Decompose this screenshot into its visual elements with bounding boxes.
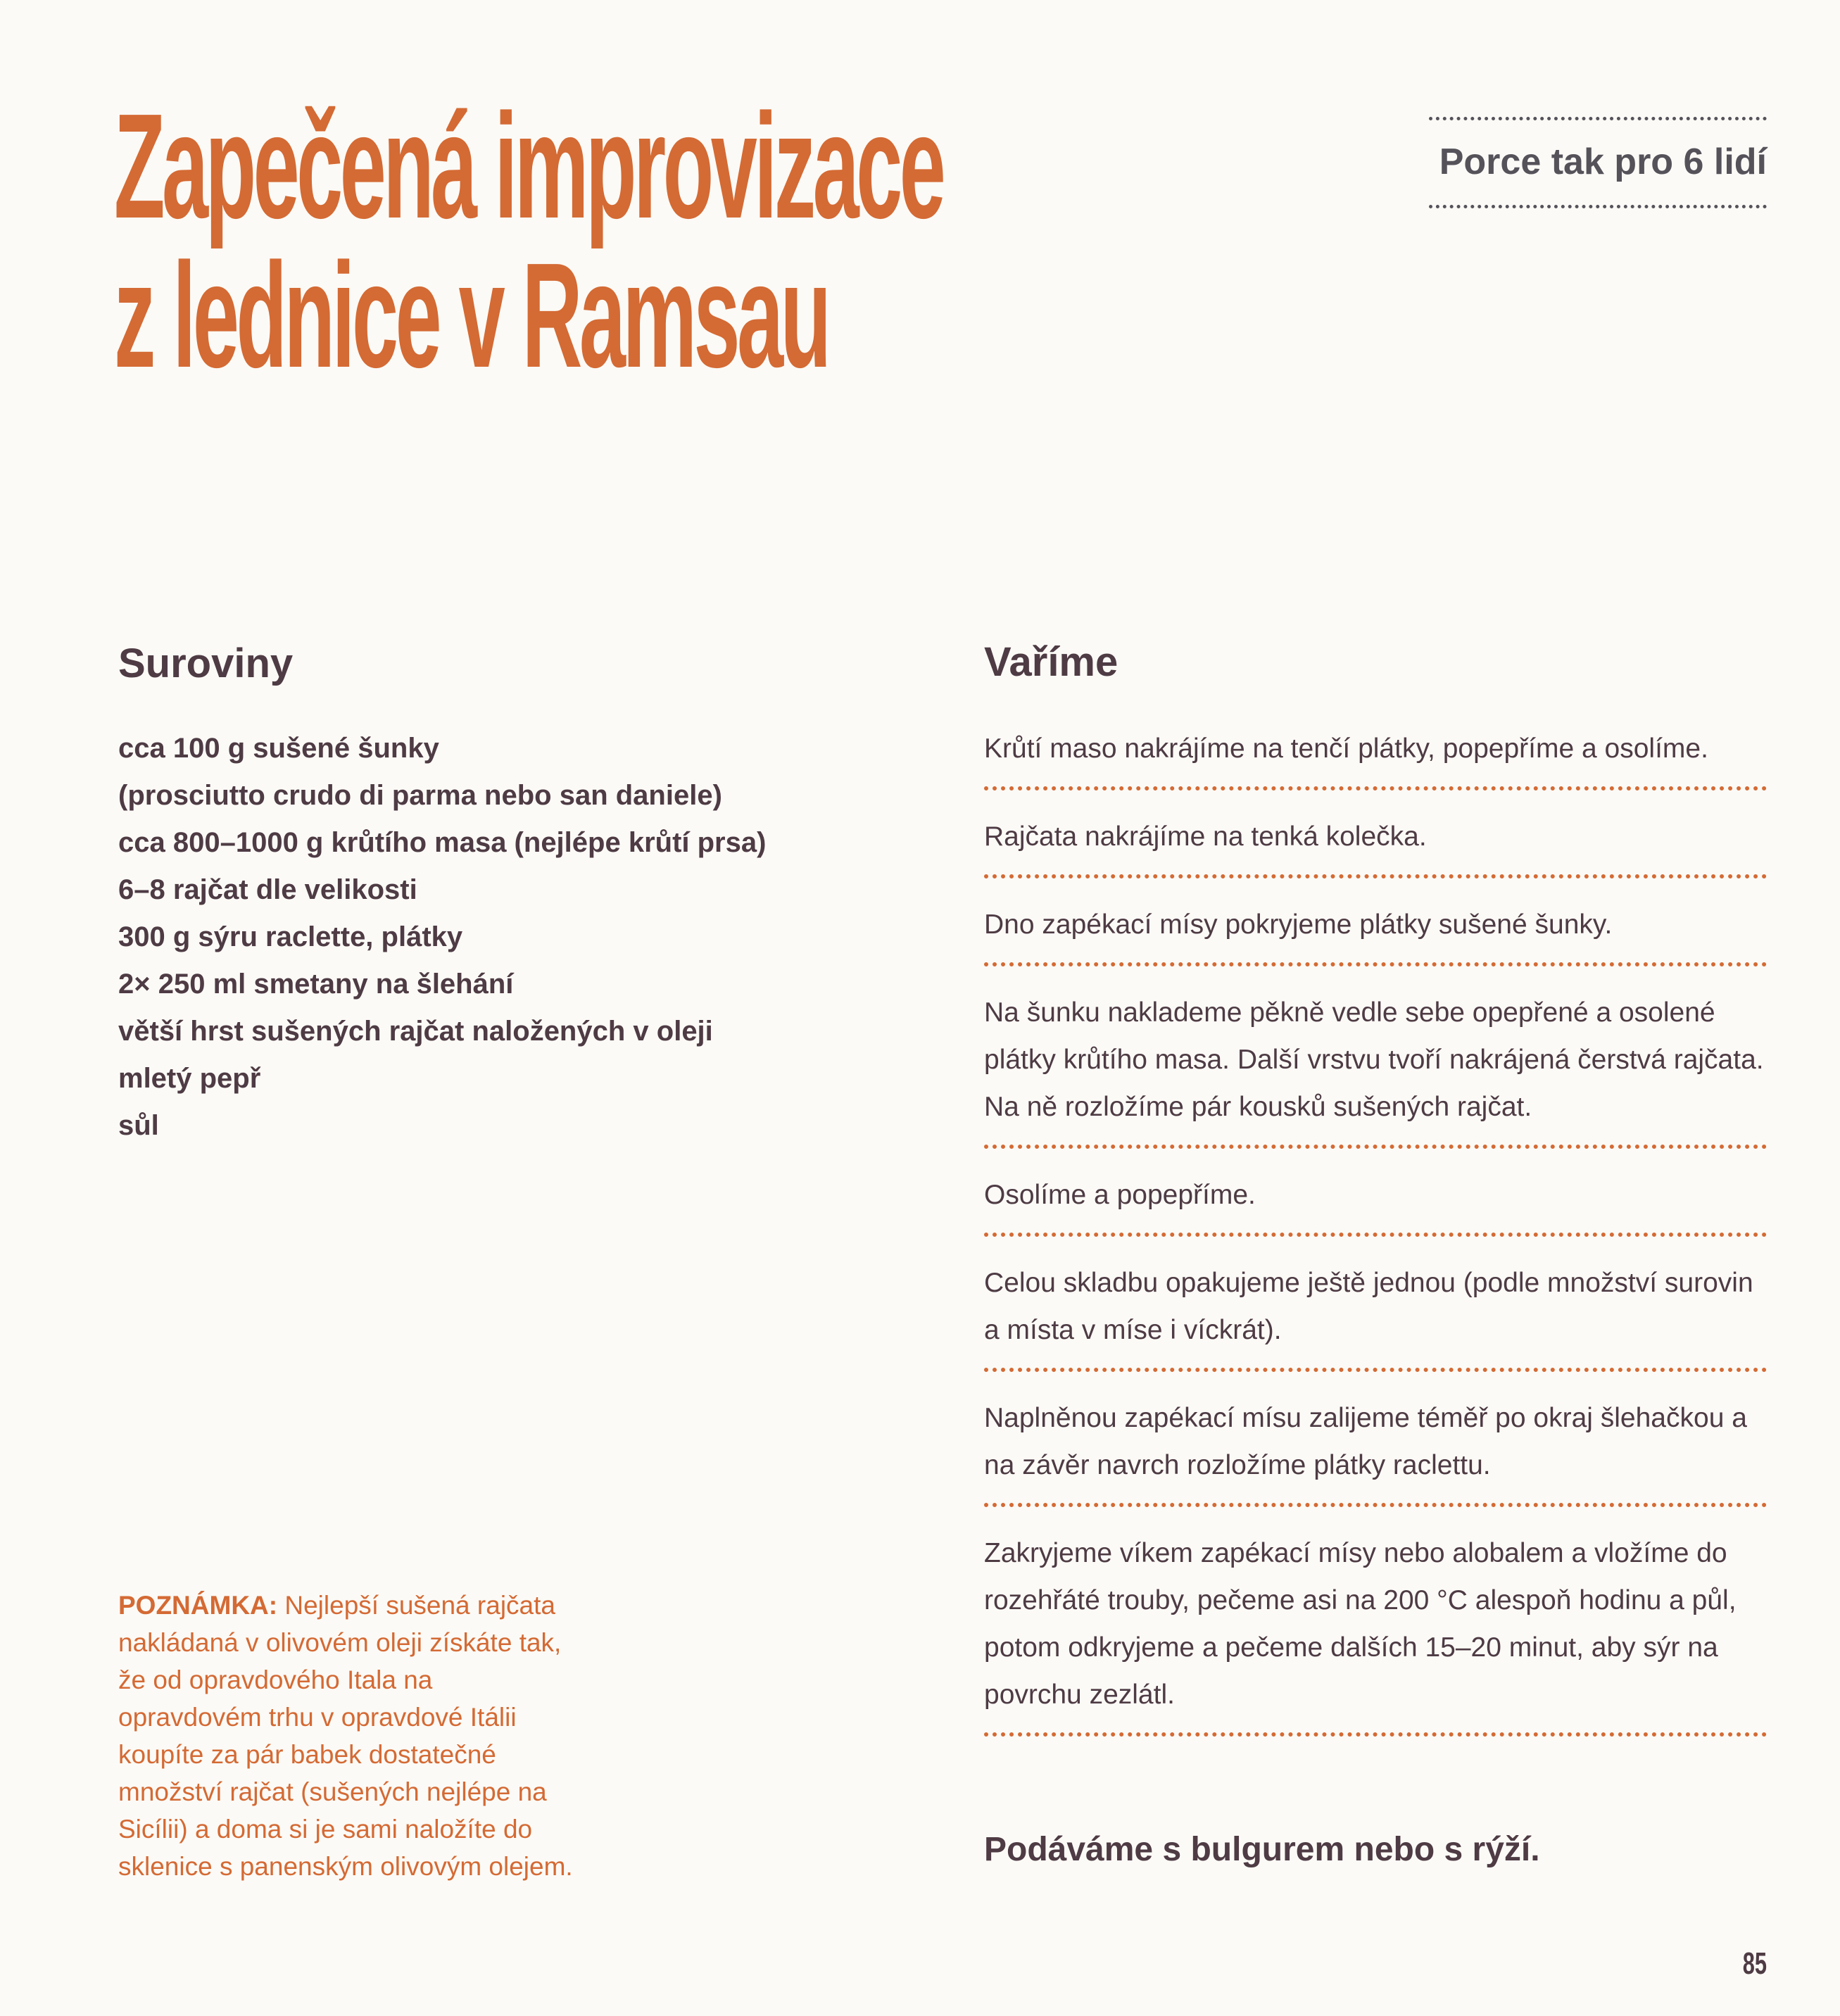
recipe-title [114, 82, 1594, 398]
page-number: 85 [1742, 1946, 1767, 1981]
ingredient-item: (prosciutto crudo di parma nebo san daniele) [118, 780, 722, 811]
step-item: Dno zapékací mísy pokryjeme plátky sušené šunky. [984, 895, 1767, 966]
step-item: Celou skladbu opakujeme ještě jednou (podle množství surovin a místa v míse i víckrát). [984, 1254, 1767, 1372]
ingredient-item: cca 800–1000 g krůtího masa (nejlépe krůtí prsa) [118, 827, 767, 858]
step-item: Rajčata nakrájíme na tenká kolečka. [984, 807, 1767, 878]
note-box [118, 1587, 583, 1885]
serving-suggestion: Podáváme s bulgurem nebo s rýží. [984, 1831, 1540, 1868]
portions-label: Porce tak pro 6 lidí [1429, 117, 1767, 208]
steps-list [984, 719, 1767, 1753]
ingredient-item: 2× 250 ml smetany na šlehání [118, 969, 514, 1000]
ingredients-heading: Suroviny [118, 641, 294, 686]
ingredient-item: větší hrst sušených rajčat naložených v oleji [118, 1016, 713, 1047]
ingredient-item: 6–8 rajčat dle velikosti [118, 874, 417, 905]
step-item: Naplněnou zapékací mísu zalijeme téměř po okraj šlehačkou a na závěr navrch rozložíme plátky raclettu. [984, 1389, 1767, 1507]
note-label: POZNÁMKA: [118, 1591, 278, 1620]
step-item: Osolíme a popepříme. [984, 1166, 1767, 1237]
step-item: Zakryjeme víkem zapékací mísy nebo alobalem a vložíme do rozehřáté trouby, pečeme asi na 200 °C alespoň hodinu a půl, potom odkryjeme a pečeme dalších 15–20 minut, aby sýr na povrchu zezlátl. [984, 1524, 1767, 1737]
recipe-title-line-2: z lednice v Ramsau [114, 232, 828, 398]
recipe-title-line-1: Zapečená improvizace [114, 82, 943, 249]
step-item: Na šunku naklademe pěkně vedle sebe opepřené a osolené plátky krůtího masa. Další vrstvu tvoří nakrájená čerstvá rajčata. Na ně rozložíme pár kousků sušených rajčat. [984, 983, 1767, 1149]
steps-heading: Vaříme [984, 639, 1119, 685]
ingredient-item: 300 g sýru raclette, plátky [118, 921, 463, 952]
ingredient-item: sůl [118, 1110, 159, 1141]
step-item: Krůtí maso nakrájíme na tenčí plátky, popepříme a osolíme. [984, 719, 1767, 790]
ingredients-list [118, 725, 766, 1149]
ingredient-item: cca 100 g sušené šunky [118, 733, 439, 764]
ingredient-item: mletý pepř [118, 1063, 261, 1094]
note-text: Nejlepší sušená rajčata nakládaná v olivovém oleji získáte tak, že od opravdového Itala na opravdovém trhu v opravdové Itálii koupíte za pár babek dostatečné množství rajčat (sušených nejlépe na Sicílii) a doma si je sami naložíte do sklenice s panenským olivovým olejem. [118, 1591, 573, 1881]
